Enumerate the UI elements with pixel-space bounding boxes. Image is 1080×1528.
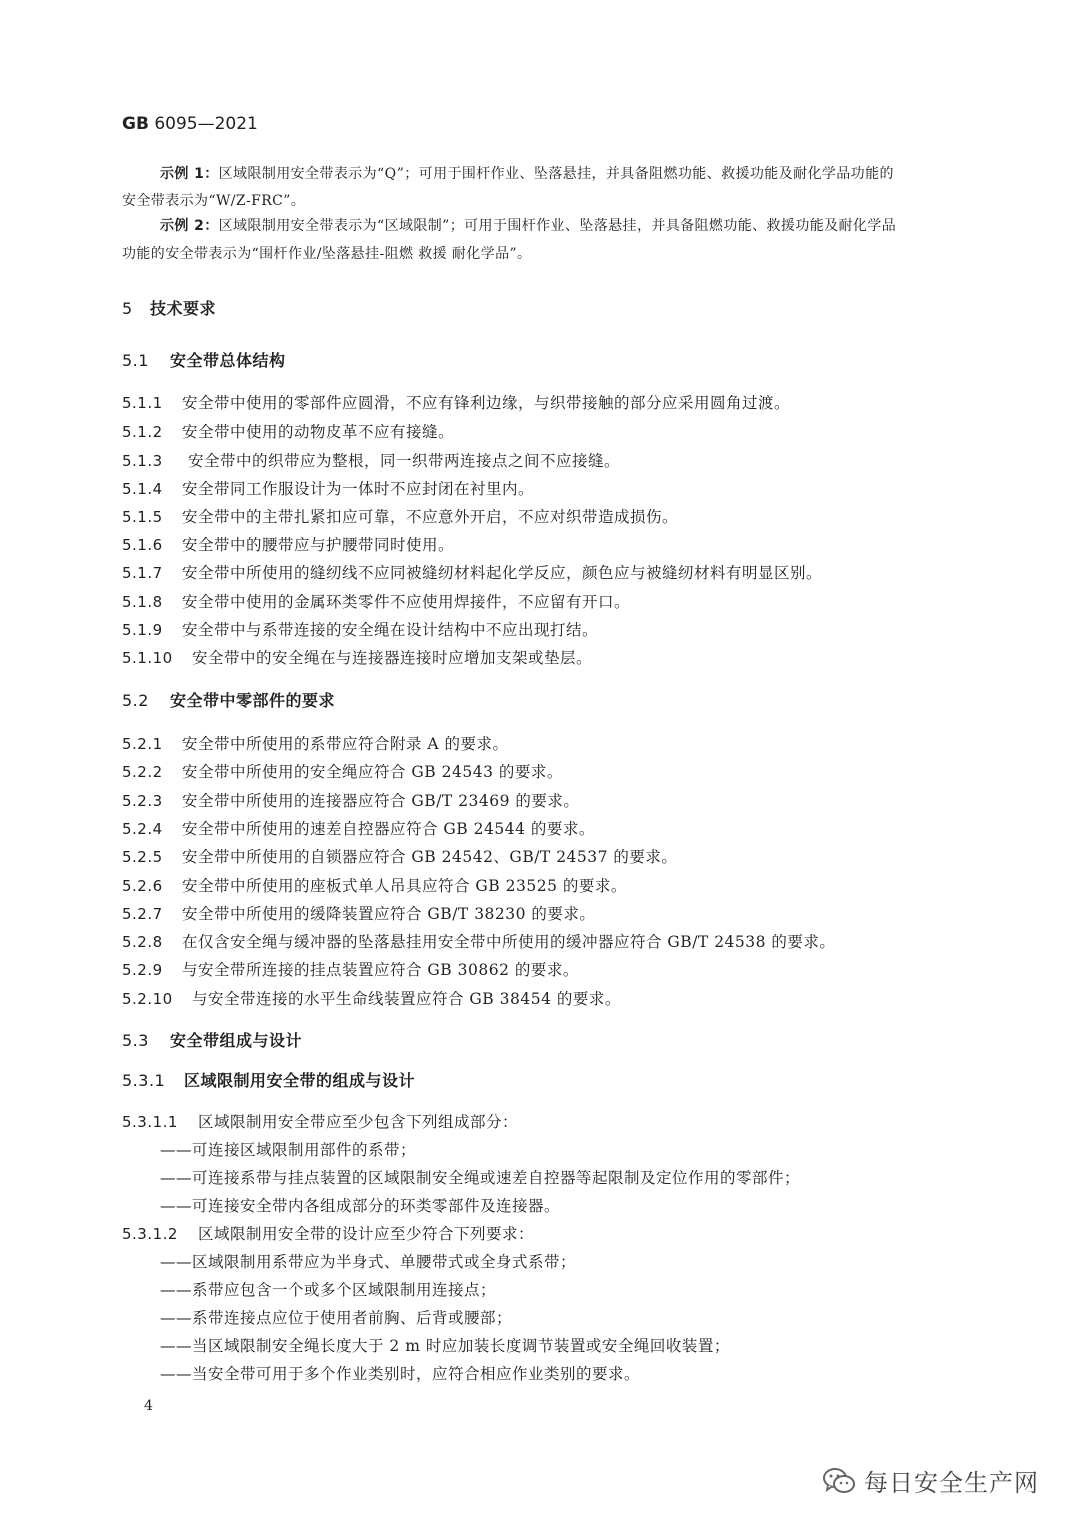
clause-number: 5.1.6 bbox=[122, 536, 163, 554]
clause-number: 5.2.7 bbox=[122, 905, 163, 923]
clause-5-3-1-2 bbox=[122, 1222, 534, 1244]
clause-number: 5.1.9 bbox=[122, 621, 163, 639]
section-5-2-heading bbox=[122, 688, 335, 711]
clause-5-1-4 bbox=[122, 477, 534, 499]
clause-text: 安全带中所使用的速差自控器应符合 GB 24544 的要求。 bbox=[182, 820, 595, 838]
example-1 bbox=[160, 163, 894, 183]
section-number: 5 bbox=[122, 299, 133, 318]
clause-5-1-7 bbox=[122, 561, 822, 583]
clause-5-1-3 bbox=[122, 449, 620, 471]
clause-text: 安全带中所使用的缝纫线不应同被缝纫材料起化学反应，颜色应与被缝纫材料有明显区别。 bbox=[182, 564, 823, 582]
clause-5-1-2 bbox=[122, 420, 454, 442]
clause-number: 5.1.4 bbox=[122, 480, 163, 498]
clause-number: 5.1.8 bbox=[122, 593, 163, 611]
example-label: 示例 1： bbox=[160, 166, 219, 182]
page-number: 4 bbox=[144, 1398, 153, 1414]
clause-text: 安全带中的安全绳在与连接器连接时应增加支架或垫层。 bbox=[192, 649, 593, 667]
clause-text: 在仅含安全绳与缓冲器的坠落悬挂用安全带中所使用的缓冲器应符合 GB/T 24538 的要求。 bbox=[182, 933, 836, 951]
clause-5-2-8 bbox=[122, 930, 835, 952]
clause-5-2-2 bbox=[122, 760, 563, 782]
clause-number: 5.1.7 bbox=[122, 564, 163, 582]
section-number: 5.3.1 bbox=[122, 1071, 166, 1090]
section-title: 安全带总体结构 bbox=[170, 351, 286, 370]
clause-number: 5.2.5 bbox=[122, 848, 163, 866]
clause-text: 区域限制用安全带应至少包含下列组成部分： bbox=[198, 1113, 519, 1131]
clause-5-2-10 bbox=[122, 987, 621, 1009]
example-2 bbox=[160, 215, 896, 235]
clause-5-2-5 bbox=[122, 845, 677, 867]
section-number: 5.2 bbox=[122, 691, 149, 710]
clause-number: 5.3.1.1 bbox=[122, 1113, 178, 1131]
list-item: ——系带应包含一个或多个区域限制用连接点； bbox=[160, 1281, 497, 1299]
example-text: 区域限制用安全带表示为“Q”；可用于围杆作业、坠落悬挂，并具备阻燃功能、救援功能及耐化学品功能的 bbox=[218, 166, 894, 182]
example-text: 区域限制用安全带表示为“区域限制”；可用于围杆作业、坠落悬挂，并具备阻燃功能、救援功能及耐化学品 bbox=[218, 218, 897, 234]
clause-number: 5.1.1 bbox=[122, 394, 163, 412]
section-5-3-heading bbox=[122, 1028, 302, 1051]
clause-text: 安全带中使用的零部件应圆滑，不应有锋利边缘，与织带接触的部分应采用圆角过渡。 bbox=[182, 394, 791, 412]
list-item: ——可连接区域限制用部件的系带； bbox=[160, 1141, 417, 1159]
clause-text: 区域限制用安全带的设计应至少符合下列要求： bbox=[198, 1225, 535, 1243]
clause-text: 安全带中与系带连接的安全绳在设计结构中不应出现打结。 bbox=[182, 621, 599, 639]
list-item: ——系带连接点应位于使用者前胸、后背或腰部； bbox=[160, 1309, 513, 1327]
clause-text: 安全带同工作服设计为一体时不应封闭在衬里内。 bbox=[182, 480, 535, 498]
clause-number: 5.2.4 bbox=[122, 820, 163, 838]
section-5-3-1-heading bbox=[122, 1068, 415, 1091]
clause-5-2-4 bbox=[122, 817, 595, 839]
clause-text: 安全带中所使用的自锁器应符合 GB 24542、GB/T 24537 的要求。 bbox=[182, 848, 678, 866]
section-title: 安全带中零部件的要求 bbox=[170, 691, 336, 710]
clause-5-1-6 bbox=[122, 533, 454, 555]
clause-text: 与安全带连接的水平生命线装置应符合 GB 38454 的要求。 bbox=[192, 990, 621, 1008]
clause-text: 安全带中的主带扎紧扣应可靠，不应意外开启，不应对织带造成损伤。 bbox=[182, 508, 679, 526]
clause-5-2-6 bbox=[122, 874, 627, 896]
watermark-text: 每日安全生产网 bbox=[864, 1469, 1039, 1497]
list-item: ——可连接系带与挂点装置的区域限制安全绳或速差自控器等起限制及定位作用的零部件； bbox=[160, 1169, 801, 1187]
list-item: ——当区域限制安全绳长度大于 2 m 时应加装长度调节装置或安全绳回收装置； bbox=[160, 1337, 730, 1355]
wechat-icon bbox=[822, 1467, 856, 1495]
clause-5-3-1-1 bbox=[122, 1110, 518, 1132]
list-item: ——当安全带可用于多个作业类别时，应符合相应作业类别的要求。 bbox=[160, 1365, 641, 1383]
list-item: ——可连接安全带内各组成部分的环类零部件及连接器。 bbox=[160, 1197, 561, 1215]
clause-number: 5.2.6 bbox=[122, 877, 163, 895]
clause-text: 安全带中使用的金属环类零件不应使用焊接件，不应留有开口。 bbox=[182, 593, 631, 611]
clause-text: 安全带中所使用的座板式单人吊具应符合 GB 23525 的要求。 bbox=[182, 877, 627, 895]
clause-text: 安全带中使用的动物皮革不应有接缝。 bbox=[182, 423, 455, 441]
section-title: 区域限制用安全带的组成与设计 bbox=[184, 1071, 416, 1090]
clause-number: 5.2.8 bbox=[122, 933, 163, 951]
clause-5-2-7 bbox=[122, 902, 595, 924]
clause-text: 安全带中所使用的安全绳应符合 GB 24543 的要求。 bbox=[182, 763, 563, 781]
standard-prefix: GB bbox=[122, 114, 149, 134]
clause-5-1-9 bbox=[122, 618, 598, 640]
clause-5-1-8 bbox=[122, 590, 630, 612]
example-label: 示例 2： bbox=[160, 218, 219, 234]
clause-5-2-1 bbox=[122, 732, 509, 754]
section-5-heading bbox=[122, 296, 216, 319]
clause-number: 5.1.3 bbox=[122, 452, 163, 470]
clause-text: 安全带中所使用的缓降装置应符合 GB/T 38230 的要求。 bbox=[182, 905, 596, 923]
clause-number: 5.2.2 bbox=[122, 763, 163, 781]
clause-number: 5.2.1 bbox=[122, 735, 163, 753]
list-item: ——区域限制用系带应为半身式、单腰带式或全身式系带； bbox=[160, 1253, 577, 1271]
clause-text: 安全带中的腰带应与护腰带同时使用。 bbox=[182, 536, 455, 554]
clause-5-1-5 bbox=[122, 505, 678, 527]
section-title: 安全带组成与设计 bbox=[170, 1031, 303, 1050]
section-5-1-heading bbox=[122, 348, 286, 371]
section-title: 技术要求 bbox=[150, 299, 217, 318]
example-2-cont: 功能的安全带表示为“围杆作业/坠落悬挂-阻燃 救援 耐化学品”。 bbox=[122, 246, 532, 262]
clause-text: 安全带中的织带应为整根，同一织带两连接点之间不应接缝。 bbox=[188, 452, 621, 470]
clause-number: 5.2.3 bbox=[122, 792, 163, 810]
section-number: 5.3 bbox=[122, 1031, 149, 1050]
clause-text: 安全带中所使用的系带应符合附录 A 的要求。 bbox=[182, 735, 509, 753]
example-1-cont: 安全带表示为“W/Z-FRC”。 bbox=[122, 193, 306, 209]
clause-number: 5.3.1.2 bbox=[122, 1225, 178, 1243]
standard-code: 6095—2021 bbox=[154, 114, 258, 134]
clause-number: 5.1.10 bbox=[122, 649, 173, 667]
clause-text: 与安全带所连接的挂点装置应符合 GB 30862 的要求。 bbox=[182, 961, 579, 979]
clause-5-1-10 bbox=[122, 646, 592, 668]
clause-number: 5.1.2 bbox=[122, 423, 163, 441]
section-number: 5.1 bbox=[122, 351, 149, 370]
clause-number: 5.1.5 bbox=[122, 508, 163, 526]
clause-5-2-9 bbox=[122, 958, 579, 980]
clause-text: 安全带中所使用的连接器应符合 GB/T 23469 的要求。 bbox=[182, 792, 580, 810]
clause-number: 5.2.9 bbox=[122, 961, 163, 979]
clause-5-2-3 bbox=[122, 789, 579, 811]
watermark bbox=[822, 1463, 1039, 1498]
clause-5-1-1 bbox=[122, 391, 790, 413]
document-header bbox=[122, 114, 258, 134]
clause-number: 5.2.10 bbox=[122, 990, 173, 1008]
